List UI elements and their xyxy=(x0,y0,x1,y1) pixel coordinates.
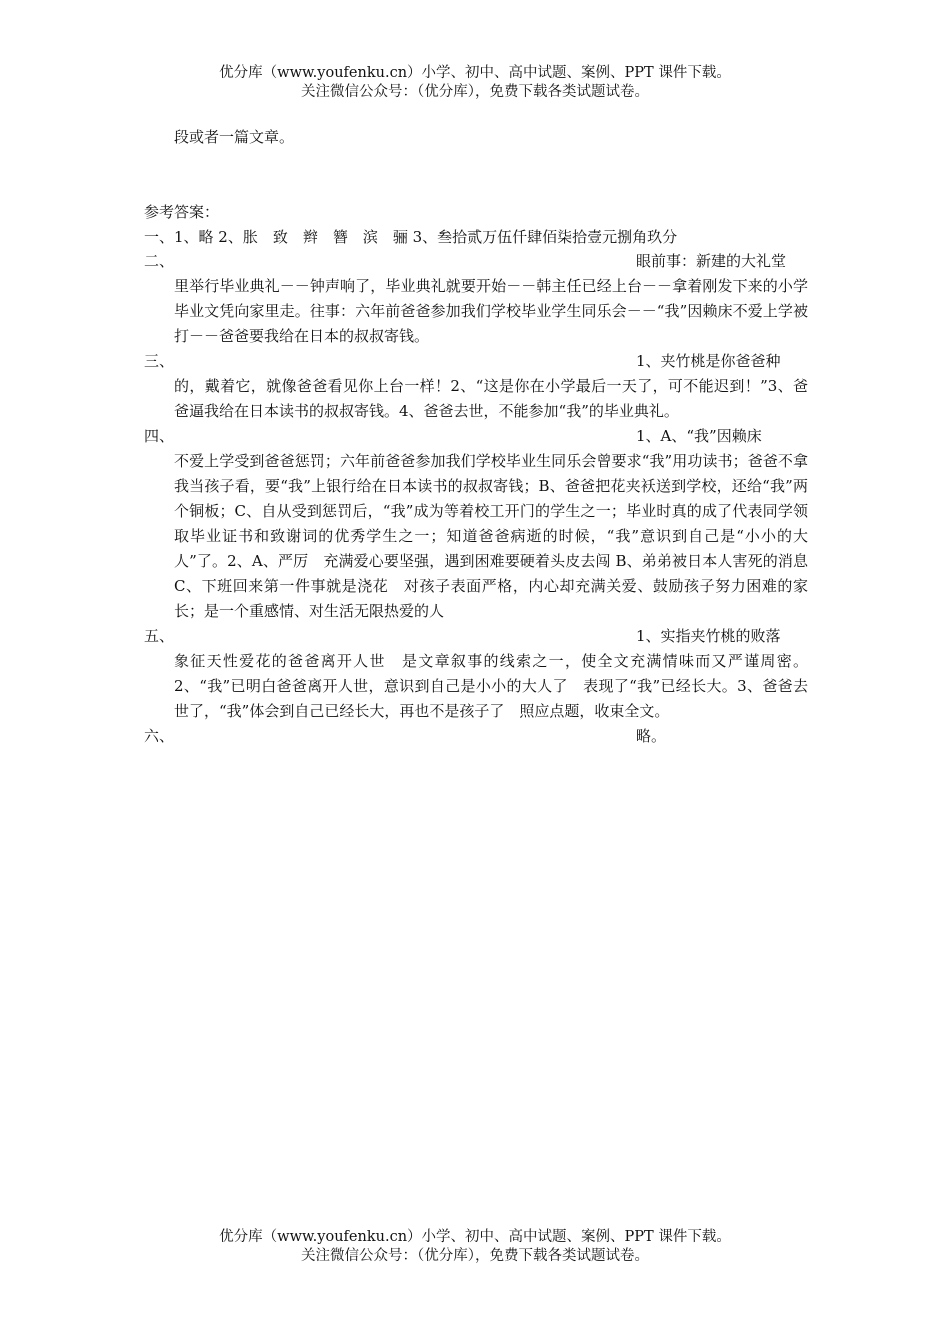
answer-item-3 xyxy=(144,349,808,424)
answer-item-start: 1、A、“我”因赖床 xyxy=(636,427,762,445)
answer-item-4 xyxy=(144,424,808,624)
answer-item-content: 里举行毕业典礼－－钟声响了，毕业典礼就要开始－－韩主任已经上台－－拿着刚发下来的小学毕业文凭向家里走。往事：六年前爸爸参加我们学校毕业学生同乐会－－“我”因赖床不爱上学被打－－爸爸要我给在日本的叔叔寄钱。 xyxy=(174,277,808,345)
footer-line-2: 关注微信公众号：（优分库），免费下载各类试题试卷。 xyxy=(301,1248,649,1264)
page-footer xyxy=(0,1228,950,1266)
answer-item-start: 略。 xyxy=(636,727,667,745)
header-line-2: 关注微信公众号：（优分库），免费下载各类试题试卷。 xyxy=(301,84,649,100)
answer-item-content: 的，戴着它，就像爸爸看见你上台一样！2、“这是你在小学最后一天了，可不能迟到！”3、爸爸逼我给在日本读书的叔叔寄钱。4、爸爸去世，不能参加“我”的毕业典礼。 xyxy=(174,377,808,420)
answer-item-content: 象征天性爱花的爸爸离开人世 是文章叙事的线索之一，使全文充满情味而又严谨周密。2、“我”已明白爸爸离开人世，意识到自己是小小的大人了 表现了“我”已经长大。3、爸爸去世了，“我”体会到自己已经长大，再也不是孩子了 照应点题，收束全文。 xyxy=(174,652,808,720)
answer-item-label: 六、 xyxy=(144,727,175,745)
answer-items xyxy=(144,249,808,749)
answer-item-label: 四、 xyxy=(144,427,175,445)
page-header xyxy=(0,64,950,102)
answer-item-label: 二、 xyxy=(144,252,175,270)
answer-item-6 xyxy=(144,724,808,749)
answers-title: 参考答案： xyxy=(144,203,220,221)
answer-line-1: 一、1、略 2、胀 致 辫 簪 滨 骊 3、叁拾贰万伍仟肆佰柒拾壹元捌角玖分 xyxy=(144,228,678,246)
footer-line-1: 优分库（www.youfenku.cn）小学、初中、高中试题、案例、PPT 课件下载。 xyxy=(219,1229,731,1245)
answer-item-content: 不爱上学受到爸爸惩罚；六年前爸爸参加我们学校毕业生同乐会曾要求“我”用功读书；爸爸不拿我当孩子看，要“我”上银行给在日本读书的叔叔寄钱；B、爸爸把花夹袄送到学校，还给“我”两个铜板；C、自从受到惩罚后，“我”成为等着校工开门的学生之一；毕业时真的成了代表同学领取毕业证书和致谢词的优秀学生之一；知道爸爸病逝的时候，“我”意识到自己是“小小的大人”了。2、A、严厉 充满爱心要坚强，遇到困难要硬着头皮去闯 B、弟弟被日本人害死的消息 C、下班回来第一件事就是浇花 对孩子表面严格，内心却充满关爱、鼓励孩子努力困难的家长；是一个重感情、对生活无限热爱的人 xyxy=(174,452,808,620)
answer-item-label: 五、 xyxy=(144,627,175,645)
answer-item-2 xyxy=(144,249,808,349)
answer-item-start: 眼前事：新建的大礼堂 xyxy=(636,252,787,270)
answer-item-start: 1、夹竹桃是你爸爸种 xyxy=(636,352,781,370)
answer-item-label: 三、 xyxy=(144,352,175,370)
header-line-1: 优分库（www.youfenku.cn）小学、初中、高中试题、案例、PPT 课件下载。 xyxy=(219,65,731,81)
intro-text: 段或者一篇文章。 xyxy=(174,128,295,146)
answer-item-5 xyxy=(144,624,808,724)
answer-item-start: 1、实指夹竹桃的败落 xyxy=(636,627,781,645)
